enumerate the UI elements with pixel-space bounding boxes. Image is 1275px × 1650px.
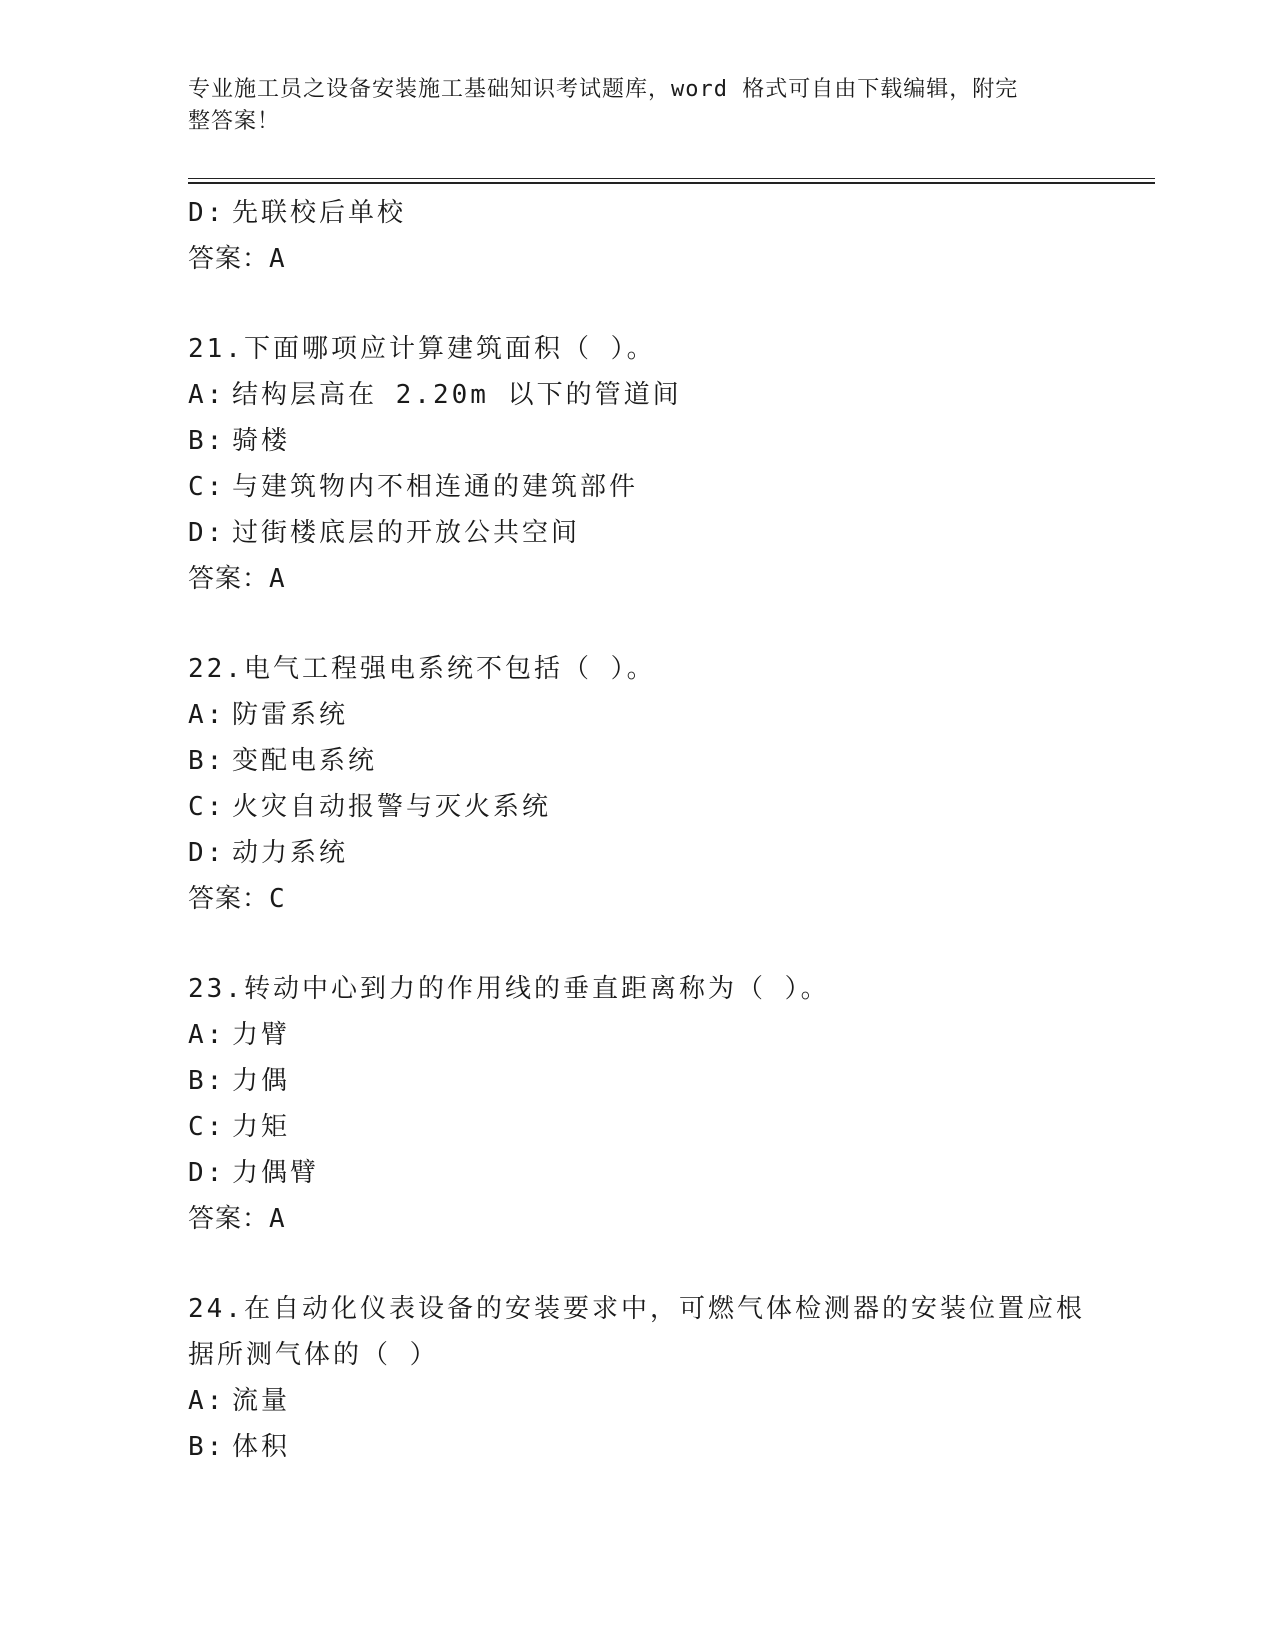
option-text: 力偶臂 (232, 1158, 320, 1188)
option-label: A: (188, 1386, 226, 1416)
header-divider-thick (188, 182, 1155, 184)
option-label: D: (188, 518, 226, 548)
option-label: C: (188, 472, 226, 502)
option-text: 力矩 (232, 1112, 291, 1142)
question-23 (188, 966, 1088, 1012)
option-text: 先联校后单校 (232, 198, 407, 228)
option-a (188, 372, 1088, 418)
option-text: 过街楼底层的开放公共空间 (232, 518, 581, 548)
option-label: A: (188, 380, 226, 410)
option-label: C: (188, 1112, 226, 1142)
option-text: 体积 (232, 1432, 291, 1462)
answer: 答案：C (188, 884, 286, 914)
question-number: 23. (188, 974, 244, 1004)
option-text: 力偶 (232, 1066, 291, 1096)
header-divider-thin (188, 178, 1155, 179)
option-text: 流量 (232, 1386, 291, 1416)
option-a (188, 1378, 1088, 1424)
question-text: 电气工程强电系统不包括（ ）。 (243, 654, 656, 684)
option-b (188, 1424, 1088, 1470)
option-b (188, 1058, 1088, 1104)
option-text: 动力系统 (232, 838, 349, 868)
question-list (188, 190, 1088, 1470)
option-label: B: (188, 1066, 226, 1096)
option-label: A: (188, 1020, 226, 1050)
option-d (188, 190, 1088, 236)
option-c (188, 784, 1088, 830)
option-text: 力臂 (232, 1020, 291, 1050)
question-21 (188, 326, 1088, 372)
option-d (188, 1150, 1088, 1196)
option-text: 与建筑物内不相连通的建筑部件 (232, 472, 639, 502)
option-text: 骑楼 (232, 426, 291, 456)
question-text: 转动中心到力的作用线的垂直距离称为（ ）。 (243, 974, 830, 1004)
option-label: B: (188, 426, 226, 456)
option-d (188, 510, 1088, 556)
option-text: 防雷系统 (232, 700, 349, 730)
option-a (188, 1012, 1088, 1058)
question-number: 22. (188, 654, 244, 684)
option-label: C: (188, 792, 226, 822)
question-24 (188, 1286, 1088, 1332)
question-text-line-1: 在自动化仪表设备的安装要求中，可燃气体检测器的安装位置应根 (243, 1294, 1085, 1324)
option-label: A: (188, 700, 226, 730)
document-header (188, 74, 1068, 138)
option-label: D: (188, 1158, 226, 1188)
option-b (188, 418, 1088, 464)
header-line-1: 专业施工员之设备安装施工基础知识考试题库，word 格式可自由下载编辑，附完 (188, 77, 1019, 102)
answer: 答案：A (188, 244, 286, 274)
option-a (188, 692, 1088, 738)
option-c (188, 464, 1088, 510)
option-text: 火灾自动报警与灭火系统 (232, 792, 552, 822)
option-label: B: (188, 1432, 226, 1462)
option-b (188, 738, 1088, 784)
question-number: 21. (188, 334, 244, 364)
option-d (188, 830, 1088, 876)
answer: 答案：A (188, 564, 286, 594)
option-text: 结构层高在 2.20m 以下的管道间 (232, 380, 682, 410)
option-label: D: (188, 198, 226, 228)
question-text: 下面哪项应计算建筑面积（ ）。 (243, 334, 656, 364)
option-text: 变配电系统 (232, 746, 378, 776)
option-label: D: (188, 838, 226, 868)
question-number: 24. (188, 1294, 244, 1324)
option-c (188, 1104, 1088, 1150)
question-text-line-2: 据所测气体的（ ） (188, 1340, 439, 1370)
question-22 (188, 646, 1088, 692)
answer: 答案：A (188, 1204, 286, 1234)
option-label: B: (188, 746, 226, 776)
header-line-2: 整答案！ (188, 109, 281, 134)
